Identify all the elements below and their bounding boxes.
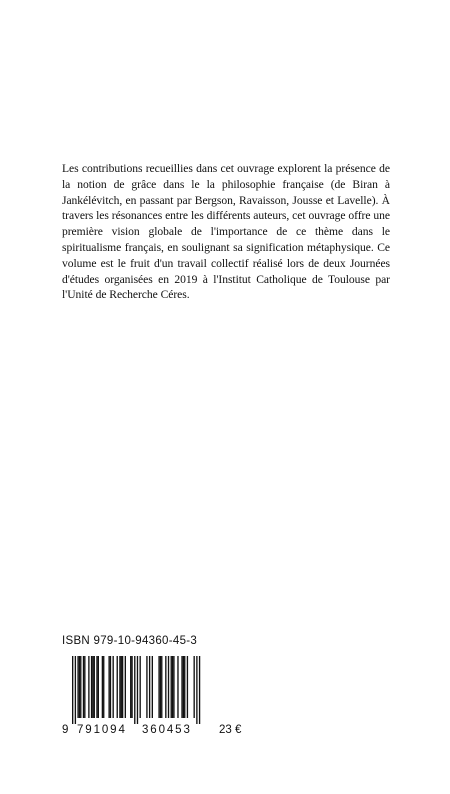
barcode-bar [199,656,200,724]
barcode-bar [84,656,85,718]
barcode-bar [181,656,182,718]
barcode-bar [121,656,122,718]
barcode-right-group: 360453 [142,724,192,736]
barcode-left-group: 791094 [77,724,127,736]
barcode-bar [173,656,174,718]
barcode-bar [171,656,172,718]
barcode-bar [110,656,111,718]
barcode-bar [92,656,93,718]
barcode-bar [94,656,95,718]
barcode-bar [187,656,188,718]
barcode-bar [161,656,162,718]
barcode-bar [149,656,150,718]
barcode-graphic [62,656,212,724]
barcode-bar [98,656,99,718]
barcode-bar [88,656,89,718]
barcode-bar [117,656,118,718]
barcode-bar [79,656,80,718]
barcode-first-digit: 9 [62,724,69,736]
barcode [62,656,212,724]
barcode-bar [131,656,132,718]
barcode-bar [96,656,97,718]
barcode-bar [194,656,195,718]
barcode-bar [125,656,126,718]
barcode-bar [160,656,161,718]
barcode-bar [130,656,131,718]
barcode-bar [102,656,103,718]
barcode-bar [103,656,104,718]
barcode-bar [158,656,159,718]
barcode-bar [122,656,123,718]
barcode-bar [168,656,169,718]
back-cover-blurb: Les contributions recueillies dans cet ouvrage explorent la présence de la notion de grâce dans le la philosophie française (de Biran à Jankélévitch, en passant par Bergson, Ravaisson, Jousse et Lavelle). À travers les résonances entre les différents auteurs, cet ouvrage offre une première vision globale de l'importance de ce thème dans le spiritualisme français, en soulignant sa signification métaphysique. Ce volume est le fruit d'un travail collectif réalisé lors de deux Journées d'études organisées en 2019 à l'Institut Catholique de Toulouse par l'Unité de Recherche Céres. [62,162,390,302]
barcode-bar [184,656,185,718]
barcode-bar [177,656,178,718]
barcode-bar [80,656,81,718]
barcode-bar [146,656,147,718]
barcode-bar [152,656,153,718]
barcode-bar [196,656,197,724]
barcode-bar [119,656,120,718]
barcode-bar [172,656,173,718]
barcode-bar [77,656,78,718]
barcode-bar [113,656,114,718]
barcode-bar [140,656,141,718]
isbn-label: ISBN 979-10-94360-45-3 [62,635,198,647]
barcode-bar [183,656,184,718]
barcode-bar [83,656,84,718]
barcode-bar [72,656,73,724]
barcode-bar [75,656,76,724]
price-label: 23 € [219,724,242,736]
barcode-bar [137,656,138,724]
barcode-bar [91,656,92,718]
barcode-bar [108,656,109,718]
barcode-bar [134,656,135,724]
barcode-bar [165,656,166,718]
